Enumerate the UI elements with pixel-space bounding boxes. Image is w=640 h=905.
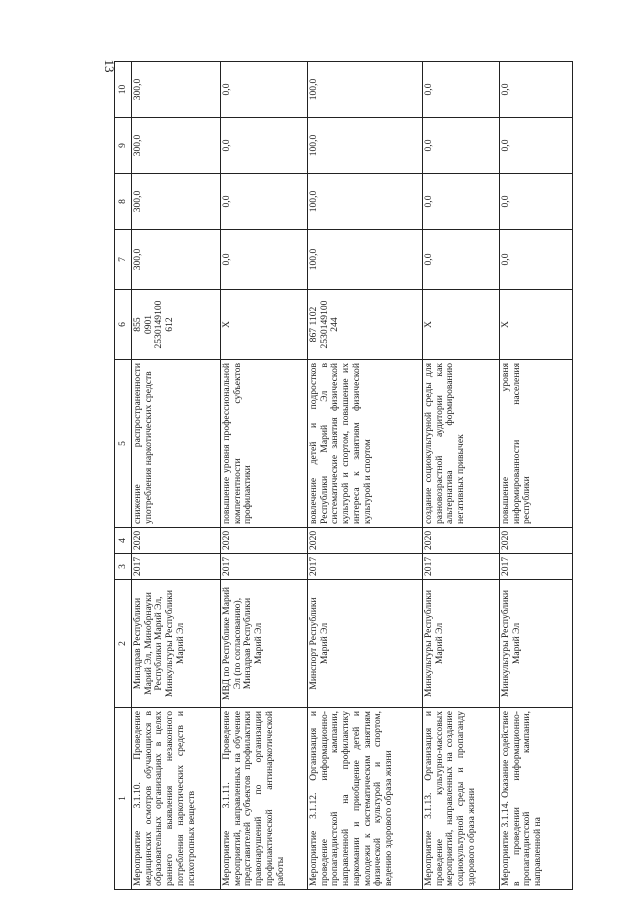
amount-cell: 100,0	[308, 118, 423, 174]
table-row	[423, 62, 500, 890]
budget-code-line: 0901	[142, 314, 154, 335]
amount-cell: 0,0	[221, 118, 308, 174]
column-header: 10	[115, 62, 132, 118]
table-row	[308, 62, 423, 890]
column-header: 7	[115, 230, 132, 290]
result-cell: вовлечение детей и подростков Республики Марий Эл в систематические занятия физической культурой и спортом, повышение их интереса к занятиям физической культурой и спортом	[308, 360, 423, 528]
table-row	[221, 62, 308, 890]
budget-code-line: 612	[164, 317, 176, 332]
column-header: 9	[115, 118, 132, 174]
start-year-cell: 2017	[308, 554, 423, 580]
amount-cell: 0,0	[500, 118, 573, 174]
budget-code-line: 2530149100	[153, 300, 165, 349]
column-header: 5	[115, 360, 132, 528]
measure-cell: Мероприятие 3.1.10. Проведение медицинских осмотров обучающихся в образовательных организациях в целях раннего выявления незаконного потребления наркотических средств и психотропных веществ	[132, 708, 221, 890]
column-header: 1	[115, 708, 132, 890]
budget-code-line: 244	[329, 317, 341, 332]
budget-code-cell: X	[221, 290, 308, 360]
budget-code-cell: X	[500, 290, 573, 360]
start-year-cell: 2017	[500, 554, 573, 580]
program-measures-table	[114, 61, 573, 890]
column-header: 3	[115, 554, 132, 580]
table-row	[132, 62, 221, 890]
page-number: 13	[102, 59, 117, 73]
amount-cell: 300,0	[132, 118, 221, 174]
result-cell: создание социокультурной среды для разновозрастной аудитории как альтернатива формированию негативных привычек	[423, 360, 500, 528]
result-cell: снижение распространенности употребления наркотических средств	[132, 360, 221, 528]
executor-cell: Минкультуры Республики Марий Эл	[423, 580, 500, 708]
budget-code-line: 2530149100	[318, 300, 330, 349]
column-header: 4	[115, 528, 132, 554]
budget-code-cell: X	[423, 290, 500, 360]
amount-cell: 300,0	[132, 62, 221, 118]
table-row	[500, 62, 573, 890]
amount-cell: 300,0	[132, 230, 221, 290]
amount-cell: 0,0	[423, 62, 500, 118]
column-header: 6	[115, 290, 132, 360]
column-header: 8	[115, 174, 132, 230]
amount-cell: 0,0	[500, 62, 573, 118]
budget-code-cell	[308, 290, 423, 360]
amount-cell: 0,0	[221, 62, 308, 118]
start-year-cell: 2017	[221, 554, 308, 580]
measure-cell: Мероприятие 3.1.14. Оказание содействие в проведении информационно-пропагандистской кампании, направленной на	[500, 708, 573, 890]
end-year-cell: 2020	[308, 528, 423, 554]
amount-cell: 0,0	[221, 230, 308, 290]
start-year-cell: 2017	[423, 554, 500, 580]
amount-cell: 300,0	[132, 174, 221, 230]
amount-cell: 0,0	[500, 230, 573, 290]
amount-cell: 0,0	[423, 118, 500, 174]
end-year-cell: 2020	[500, 528, 573, 554]
amount-cell: 100,0	[308, 62, 423, 118]
column-header: 2	[115, 580, 132, 708]
rotated-page-content	[114, 62, 570, 890]
budget-code-line: 855	[132, 317, 143, 332]
header-row	[115, 62, 132, 890]
amount-cell: 0,0	[423, 230, 500, 290]
budget-code-line: 867 1102	[308, 306, 319, 343]
result-cell: повышение уровня информированности населения республики	[500, 360, 573, 528]
measure-cell: Мероприятие 3.1.13. Организация и проведение культурно-массовых мероприятий, направленных на создание социокультурной среды и пропаганду здорового образа жизни	[423, 708, 500, 890]
end-year-cell: 2020	[423, 528, 500, 554]
amount-cell: 0,0	[423, 174, 500, 230]
amount-cell: 0,0	[221, 174, 308, 230]
end-year-cell: 2020	[132, 528, 221, 554]
measure-cell: Мероприятие 3.1.12. Организация и проведение информационно-пропагандистской кампании, направленной на профилактику наркомании и приобщение детей и молодежи к систематическим занятиям физической культурой и спортом, ведению здорового образа жизни	[308, 708, 423, 890]
end-year-cell: 2020	[221, 528, 308, 554]
amount-cell: 100,0	[308, 174, 423, 230]
amount-cell: 0,0	[500, 174, 573, 230]
budget-code-cell	[132, 290, 221, 360]
executor-cell: Минкультуры Республики Марий Эл	[500, 580, 573, 708]
start-year-cell: 2017	[132, 554, 221, 580]
executor-cell: Минздрав Республики Марий Эл, Минобрнауки Республики Марий Эл, Минкультуры Республики Марий Эл	[132, 580, 221, 708]
result-cell: повышение уровня профессиональной компетентности субъектов профилактики	[221, 360, 308, 528]
executor-cell: МВД по Республике Марий Эл (по согласованию), Минздрав Республики Марий Эл	[221, 580, 308, 708]
amount-cell: 100,0	[308, 230, 423, 290]
executor-cell: Минспорт Республики Марий Эл	[308, 580, 423, 708]
measure-cell: Мероприятие 3.1.11. Проведение мероприятий, направленных на обучение представителей субъектов профилактики правонарушений по организации профилактической антинаркотической работы	[221, 708, 308, 890]
